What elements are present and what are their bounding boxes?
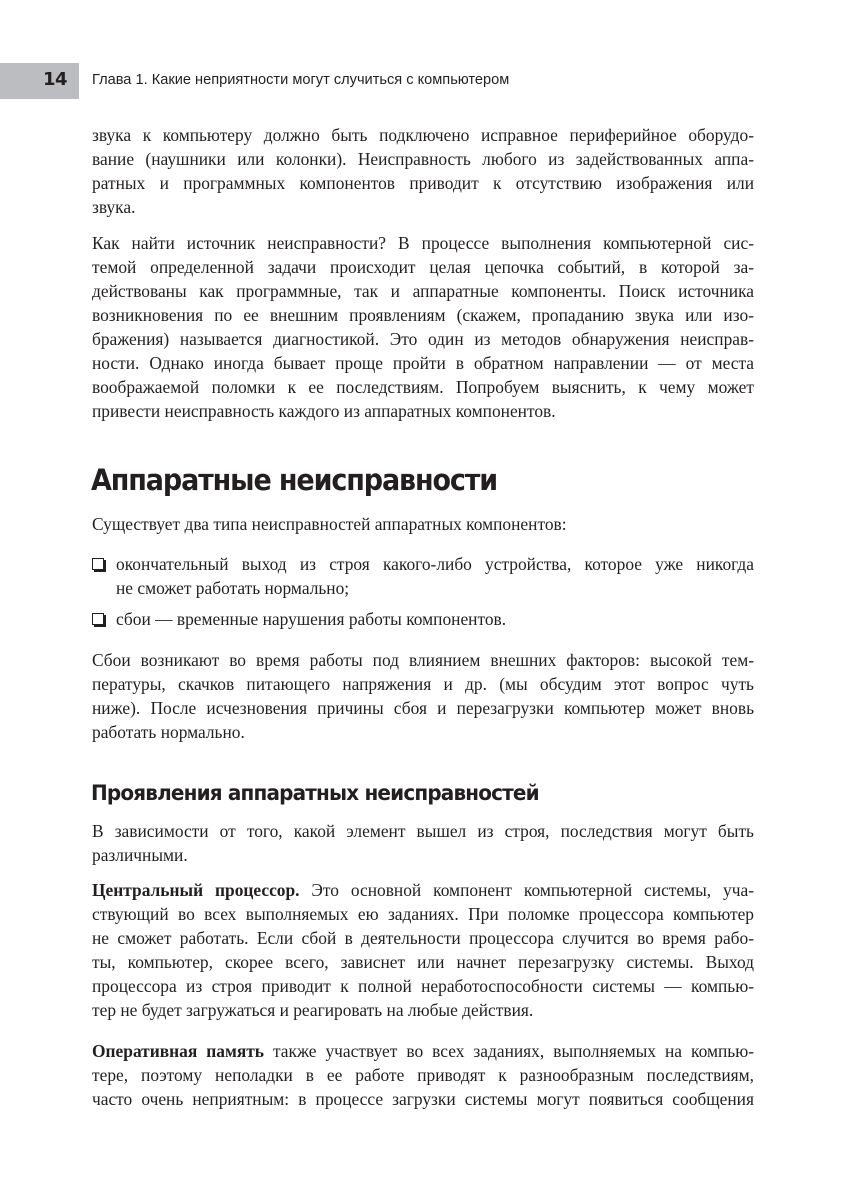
paragraph-fault-types-intro	[92, 512, 754, 536]
paragraph-consequences	[92, 819, 754, 867]
text-line: В зависимости от того, какой элемент вышел из строя, последствия могут быть	[92, 821, 754, 841]
section-heading: Аппаратные неисправности	[91, 463, 498, 497]
paragraph-diagnostics	[92, 231, 754, 423]
text-line: ты, компьютер, скорее всего, зависнет или начнет перезагрузку системы. Выход	[92, 952, 754, 972]
text-line: ниже). После исчезновения причины сбоя и перезагрузки компьютер может вновь	[92, 698, 754, 718]
text-line: действованы как программные, так и аппаратные компоненты. Поиск источника	[92, 281, 754, 301]
text-line: сбои — временные нарушения работы компонентов.	[116, 609, 507, 629]
page-number-box	[0, 63, 79, 99]
text-line: возникновения по ее внешним проявлениям (скажем, пропаданию звука или изо-	[92, 305, 754, 325]
paragraph-failures	[92, 648, 754, 744]
text-line	[92, 1039, 754, 1063]
running-head	[0, 63, 600, 99]
text-line: привести неисправность каждого из аппаратных компонентов.	[92, 401, 556, 421]
paragraph-cpu	[92, 878, 754, 1022]
chapter-title: Глава 1. Какие неприятности могут случиться с компьютером	[92, 72, 510, 88]
text-span: Это основной компонент компьютерной системы, уча-	[299, 880, 755, 900]
text-line: Существует два типа неисправностей аппаратных компонентов:	[92, 514, 567, 534]
checkbox-square-icon	[92, 558, 104, 570]
paragraph-intro-continuation	[92, 123, 754, 219]
subsection-heading: Проявления аппаратных неисправностей	[91, 781, 539, 806]
text-line: тер не будет загружаться и реагировать на любые действия.	[92, 1000, 534, 1020]
text-line: тере, поэтому неполадки в ее работе приводят к разнообразным последствиям,	[92, 1065, 754, 1085]
text-line: Как найти источник неисправности? В процессе выполнения компьютерной сис-	[92, 233, 754, 253]
text-line: часто очень неприятным: в процессе загрузки системы могут появиться сообщения	[92, 1089, 754, 1109]
checkbox-square-icon	[92, 613, 104, 625]
bold-lead-term: Оперативная память	[92, 1041, 264, 1061]
text-line: темой определенной задачи происходит целая цепочка событий, в которой за-	[92, 257, 754, 277]
text-line: Сбои возникают во время работы под влиянием внешних факторов: высокой тем-	[92, 650, 754, 670]
text-line: работать нормально.	[92, 722, 245, 742]
text-line: воображаемой поломки к ее последствиям. Попробуем выяснить, к чему может	[92, 377, 754, 397]
text-line	[92, 878, 754, 902]
text-line: процессора из строя приводит к полной неработоспособности системы — компью-	[92, 976, 754, 996]
paragraph-ram	[92, 1039, 754, 1111]
text-line: ратных и программных компонентов приводит к отсутствию изображения или	[92, 173, 754, 193]
text-line: не сможет работать нормально;	[116, 578, 350, 598]
text-line: не сможет работать. Если сбой в деятельности процессора случится во время рабо-	[92, 928, 754, 948]
page-number: 14	[42, 69, 67, 90]
text-line: различными.	[92, 845, 188, 865]
text-line: окончательный выход из строя какого-либо устройства, которое уже никогда	[116, 554, 754, 574]
bold-lead-term: Центральный процессор.	[92, 880, 300, 900]
text-line: бражения) называется диагностикой. Это один из методов обнаружения неисправ-	[92, 329, 754, 349]
text-line: пературы, скачков питающего напряжения и др. (мы обсудим этот вопрос чуть	[92, 674, 754, 694]
text-line: ности. Однако иногда бывает проще пройти в обратном направлении — от места	[92, 353, 754, 373]
text-line: ствующий во всех выполняемых ею заданиях. При поломке процессора компьютер	[92, 904, 754, 924]
text-line: звука.	[92, 197, 136, 217]
text-span: также участвует во всех заданиях, выполняемых на компью-	[263, 1041, 754, 1061]
text-line: звука к компьютеру должно быть подключено исправное периферийное оборудо-	[92, 125, 754, 145]
text-line: вание (наушники или колонки). Неисправность любого из задействованных аппа-	[92, 149, 754, 169]
